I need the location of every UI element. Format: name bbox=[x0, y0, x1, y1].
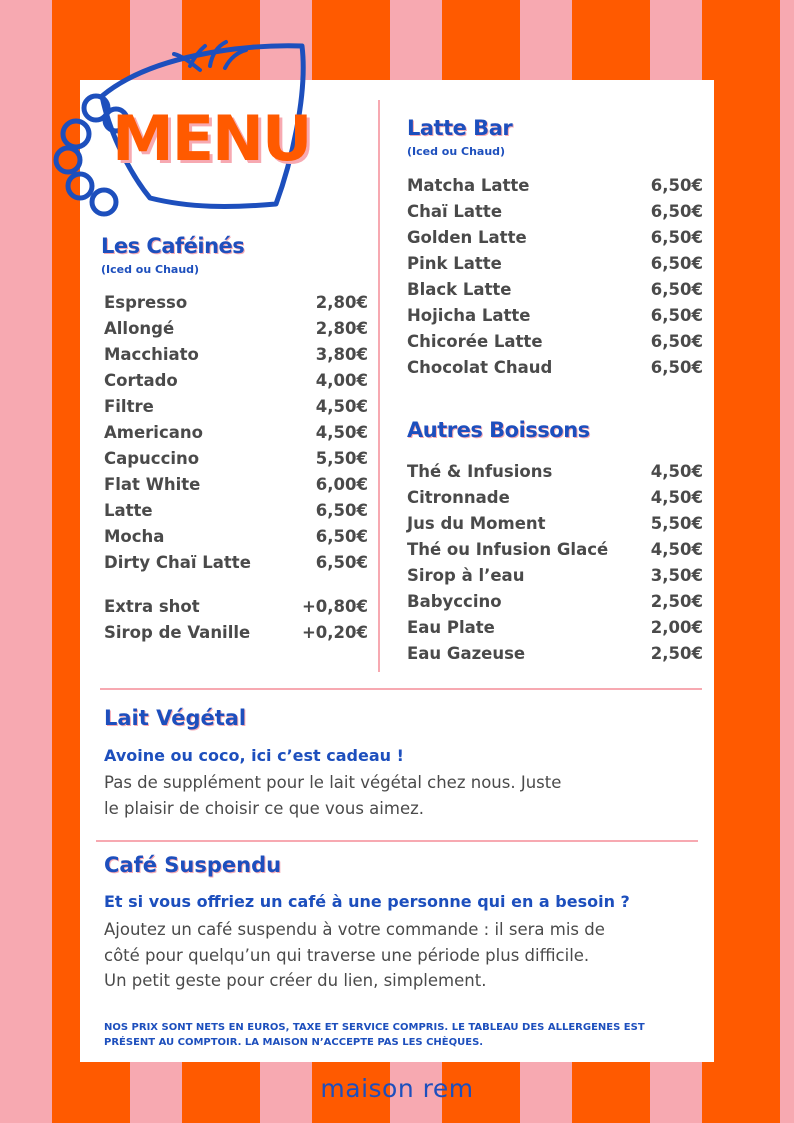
suspendu-title: Café Suspendu bbox=[104, 853, 282, 877]
list-item: Allongé 2,80€ bbox=[104, 319, 368, 338]
list-item: Cortado 4,00€ bbox=[104, 371, 368, 390]
list-item: Eau Gazeuse 2,50€ bbox=[407, 644, 703, 663]
list-item: Hojicha Latte 6,50€ bbox=[407, 306, 703, 325]
suspendu-lead: Et si vous offriez un café à une personne qui en a besoin ? bbox=[104, 892, 630, 911]
list-item: Latte 6,50€ bbox=[104, 501, 368, 520]
list-item: Chicorée Latte 6,50€ bbox=[407, 332, 703, 351]
list-item: Americano 4,50€ bbox=[104, 423, 368, 442]
lait-lead: Avoine ou coco, ici c’est cadeau ! bbox=[104, 746, 404, 765]
list-item: Macchiato 3,80€ bbox=[104, 345, 368, 364]
column-divider bbox=[378, 100, 380, 672]
list-item: Babyccino 2,50€ bbox=[407, 592, 703, 611]
lait-title: Lait Végétal bbox=[104, 706, 247, 730]
list-item: Pink Latte 6,50€ bbox=[407, 254, 703, 273]
list-item: Chocolat Chaud 6,50€ bbox=[407, 358, 703, 377]
menu-title: MENU bbox=[112, 102, 311, 175]
list-item: Espresso 2,80€ bbox=[104, 293, 368, 312]
footer-notice: NOS PRIX SONT NETS EN EUROS, TAXE ET SERVICE COMPRIS. LE TABLEAU DES ALLERGENES EST PRÉSENT AU COMPTOIR. LA MAISON N’ACCEPTE PAS LES CHÈQUES. bbox=[104, 1022, 645, 1048]
list-item: Flat White 6,00€ bbox=[104, 475, 368, 494]
latte-bar-subtitle: (Iced ou Chaud) bbox=[407, 145, 506, 158]
section-divider bbox=[96, 840, 698, 842]
lait-paragraph: Pas de supplément pour le lait végétal chez nous. Juste le plaisir de choisir ce que vous aimez. bbox=[104, 773, 562, 818]
latte-bar-title: Latte Bar bbox=[407, 116, 513, 140]
list-item: Black Latte 6,50€ bbox=[407, 280, 703, 299]
list-item: Golden Latte 6,50€ bbox=[407, 228, 703, 247]
cafeines-subtitle: (Iced ou Chaud) bbox=[101, 263, 200, 276]
list-item: Chaï Latte 6,50€ bbox=[407, 202, 703, 221]
list-item: Mocha 6,50€ bbox=[104, 527, 368, 546]
brand-logo: maison rem bbox=[320, 1074, 474, 1103]
autres-title: Autres Boissons bbox=[407, 418, 590, 442]
list-item: Capuccino 5,50€ bbox=[104, 449, 368, 468]
section-divider bbox=[100, 688, 702, 690]
list-item: Filtre 4,50€ bbox=[104, 397, 368, 416]
cafeines-list bbox=[104, 290, 368, 576]
list-item: Eau Plate 2,00€ bbox=[407, 618, 703, 637]
list-item: Dirty Chaï Latte 6,50€ bbox=[104, 553, 368, 572]
extras-list bbox=[104, 594, 368, 646]
list-item: Matcha Latte 6,50€ bbox=[407, 176, 703, 195]
list-item: Sirop à l’eau 3,50€ bbox=[407, 566, 703, 585]
cafeines-title: Les Caféinés bbox=[101, 234, 245, 258]
latte-bar-list bbox=[407, 173, 703, 381]
autres-list bbox=[407, 459, 703, 667]
list-item: Thé & Infusions 4,50€ bbox=[407, 462, 703, 481]
list-item: Jus du Moment 5,50€ bbox=[407, 514, 703, 533]
list-item: Thé ou Infusion Glacé 4,50€ bbox=[407, 540, 703, 559]
list-item: Citronnade 4,50€ bbox=[407, 488, 703, 507]
list-item: Extra shot +0,80€ bbox=[104, 597, 368, 616]
suspendu-paragraph: Ajoutez un café suspendu à votre commande : il sera mis de côté pour quelqu’un qui traverse une période plus difficile. Un petit geste pour créer du lien, simplement. bbox=[104, 920, 605, 990]
list-item: Sirop de Vanille +0,20€ bbox=[104, 623, 368, 642]
